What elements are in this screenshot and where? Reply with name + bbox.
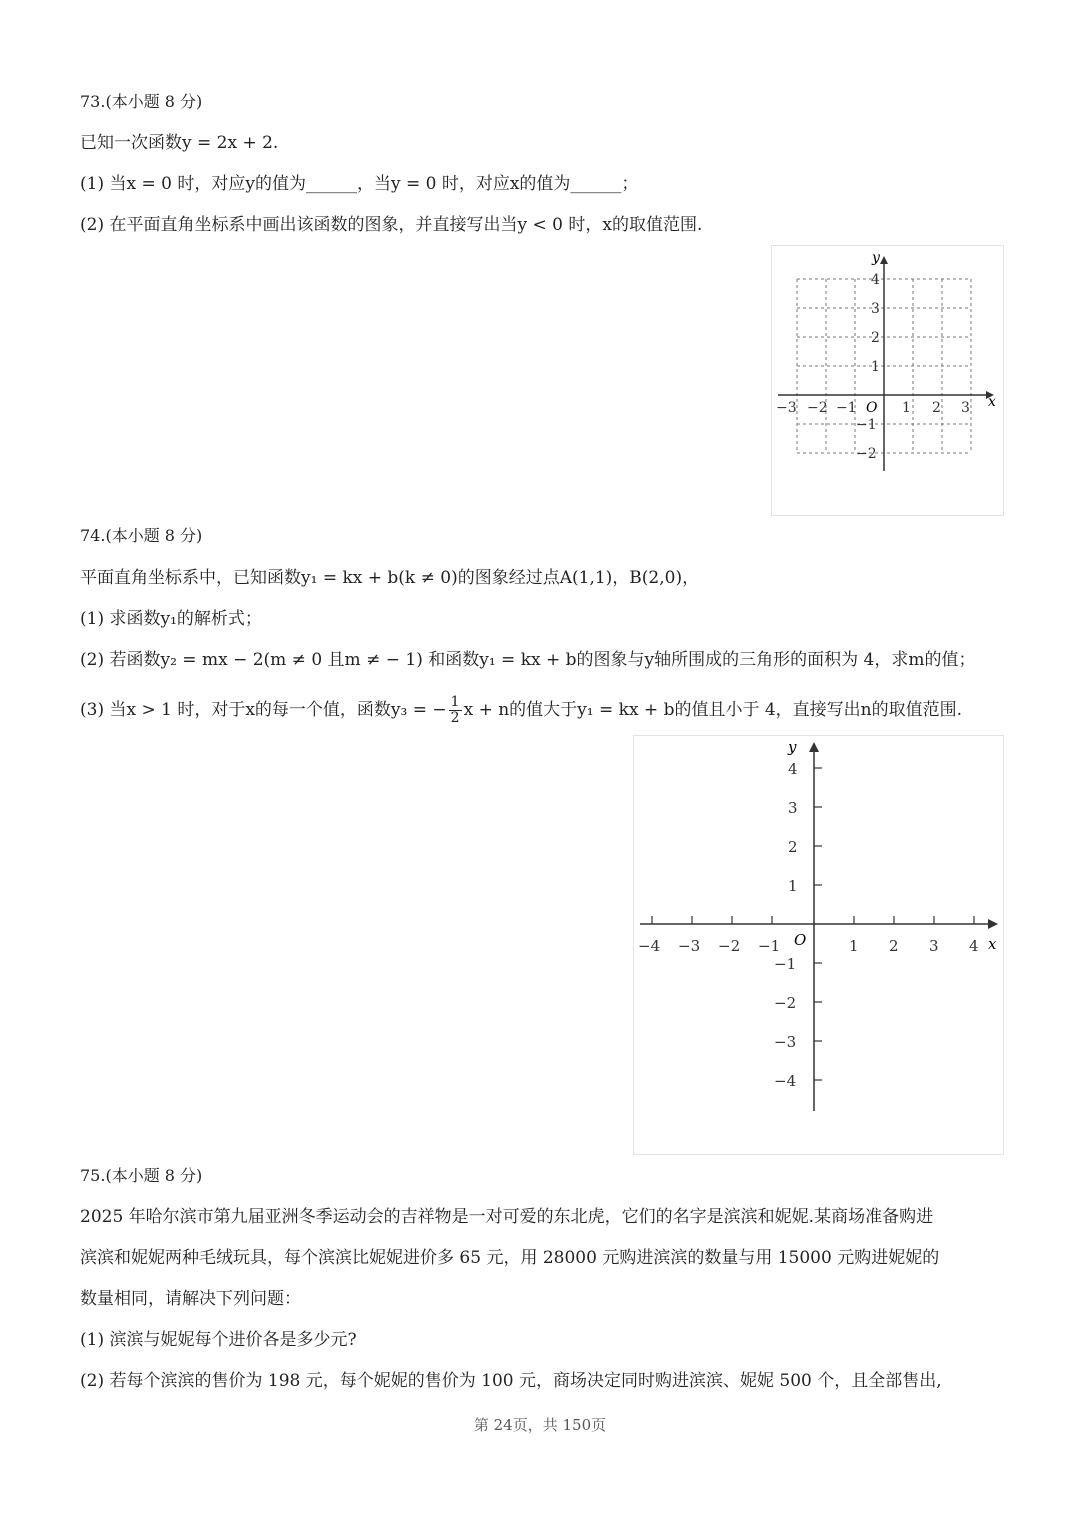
q73-y-tick: 4 <box>871 272 880 288</box>
q73-y-tick: −1 <box>856 417 877 433</box>
q74-part2: (2) 若函数y₂ = mx − 2(m ≠ 0 且m ≠ − 1) 和函数y₁ = kx + b的图象与y轴所围成的三角形的面积为 4，求m的值； <box>80 650 976 670</box>
q73-y-arrow <box>880 256 888 264</box>
q74-x-tick: 2 <box>889 937 899 955</box>
q73-part1: (1) 当x = 0 时，对应y的值为______，当y = 0 时，对应x的值为______； <box>80 174 639 194</box>
q75-line3: 数量相同，请解决下列问题： <box>80 1289 301 1309</box>
q73-header: 73.(本小题 8 分) <box>80 92 203 111</box>
page-footer: 第 24页，共 150页 <box>473 1416 607 1434</box>
q73-y-tick: 1 <box>871 359 880 375</box>
q75-header: 75.(本小题 8 分) <box>80 1166 203 1185</box>
q75-part1: (1) 滨滨与妮妮每个进价各是多少元? <box>80 1330 357 1350</box>
q73-x-tick: 2 <box>932 400 941 416</box>
q75-line2: 滨滨和妮妮两种毛绒玩具，每个滨滨比妮妮进价多 65 元，用 28000 元购进滨滨的数量与用 15000 元购进妮妮的 <box>80 1248 940 1268</box>
q74-y-tick: −2 <box>774 994 797 1012</box>
q73-x-label: x <box>988 394 996 410</box>
q74-y-tick: −3 <box>774 1033 797 1051</box>
q73-x-tick: 1 <box>902 400 911 416</box>
q74-fraction-num: 1 <box>450 694 460 710</box>
q74-x-tick: 1 <box>849 937 859 955</box>
q73-grid-figure <box>771 245 1004 516</box>
q74-axes-figure <box>633 735 1004 1155</box>
q74-y-tick: −4 <box>774 1072 797 1090</box>
q73-x-tick: −1 <box>836 400 857 416</box>
q74-part3-text-a: (3) 当x > 1 时，对于x的每一个值，函数y₃ = − <box>80 700 447 720</box>
q74-y-label: y <box>788 738 797 756</box>
q74-y-tick: −1 <box>774 955 797 973</box>
q74-y-tick: 2 <box>788 838 798 856</box>
q73-part2: (2) 在平面直角坐标系中画出该函数的图象，并直接写出当y < 0 时，x的取值范围. <box>80 215 703 235</box>
q74-y-tick: 4 <box>788 760 798 778</box>
q73-origin-label: O <box>866 400 878 416</box>
q74-x-label: x <box>988 935 997 953</box>
q73-x-tick: 3 <box>961 400 970 416</box>
q74-axes-svg <box>634 736 1003 1154</box>
q73-y-tick: 3 <box>871 301 880 317</box>
q74-x-tick: −4 <box>638 937 661 955</box>
q74-part1: (1) 求函数y₁的解析式； <box>80 609 262 629</box>
q74-part3-text-b: x + n的值大于y₁ = kx + b的值且小于 4，直接写出n的取值范围. <box>463 700 963 720</box>
q73-x-tick: −2 <box>807 400 828 416</box>
q73-y-tick: −2 <box>856 446 877 462</box>
q73-y-label: y <box>872 250 880 266</box>
q74-x-tick: −2 <box>718 937 741 955</box>
q74-x-tick: 4 <box>969 937 979 955</box>
q75-part2: (2) 若每个滨滨的售价为 198 元，每个妮妮的售价为 100 元，商场决定同时购进滨滨、妮妮 500 个，且全部售出, <box>80 1371 942 1391</box>
q74-part3 <box>80 695 962 726</box>
q74-y-tick: 1 <box>788 877 798 895</box>
q74-y-tick: 3 <box>788 799 798 817</box>
q73-x-tick: −3 <box>776 400 797 416</box>
q74-fraction <box>449 695 462 726</box>
q73-y-tick: 2 <box>871 330 880 346</box>
q74-fraction-den: 2 <box>450 710 460 726</box>
q74-header: 74.(本小题 8 分) <box>80 526 203 545</box>
q73-stem: 已知一次函数y = 2x + 2. <box>80 133 279 153</box>
q74-x-tick: 3 <box>929 937 939 955</box>
q73-grid-svg <box>772 246 1003 515</box>
q74-x-tick: −3 <box>678 937 701 955</box>
q74-y-arrow <box>809 742 819 752</box>
q75-line1: 2025 年哈尔滨市第九届亚洲冬季运动会的吉祥物是一对可爱的东北虎，它们的名字是滨滨和妮妮.某商场准备购进 <box>80 1207 934 1227</box>
q74-x-tick: −1 <box>758 937 781 955</box>
q74-stem: 平面直角坐标系中，已知函数y₁ = kx + b(k ≠ 0)的图象经过点A(1,1)，B(2,0)， <box>80 568 700 588</box>
q74-origin-label: O <box>794 931 807 949</box>
q74-x-arrow <box>988 919 998 929</box>
